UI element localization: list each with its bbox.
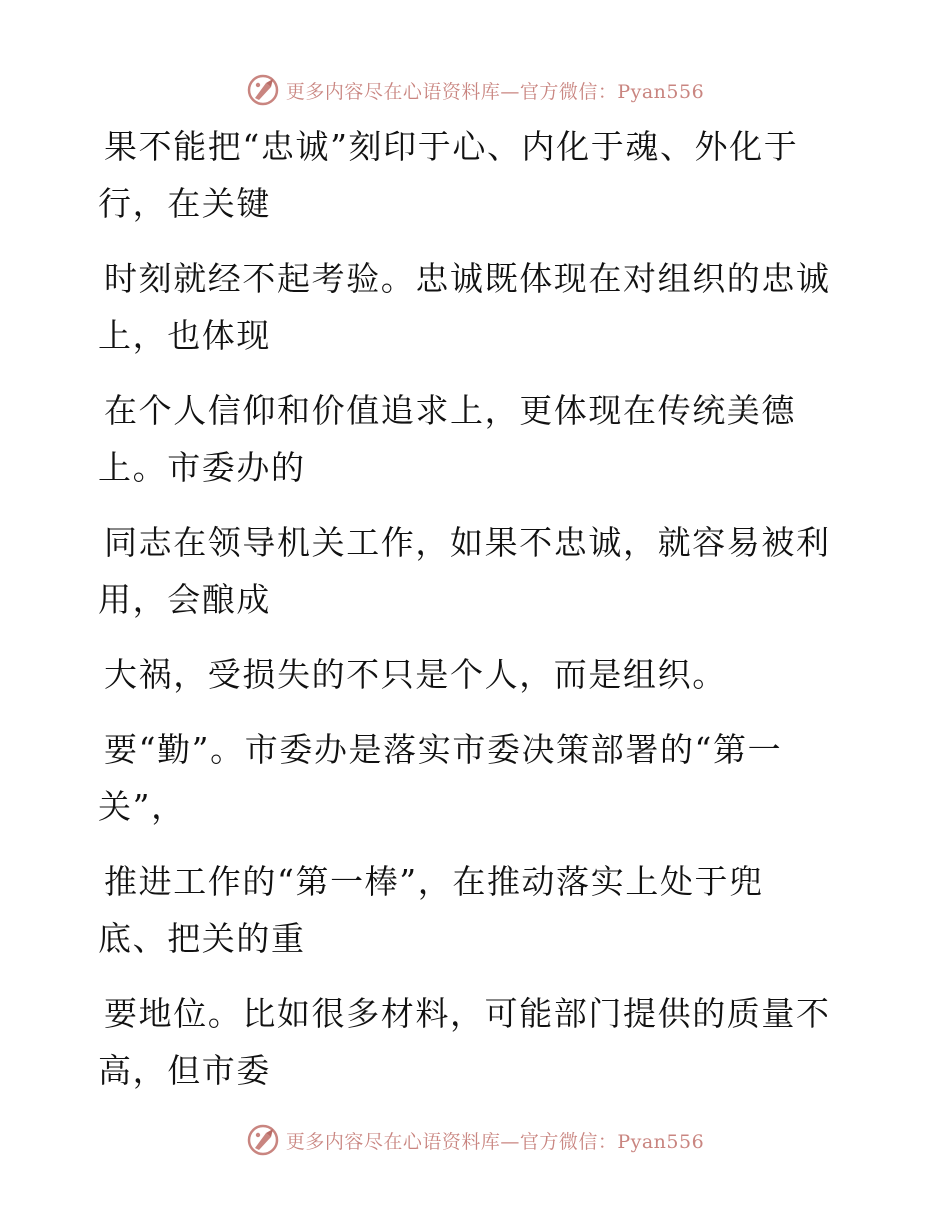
footer-watermark: [0, 1120, 950, 1160]
text-line: 上。市委办的: [98, 448, 306, 487]
text-line: 用，会酿成: [98, 580, 271, 619]
watermark-text: 更多内容尽在心语资料库—官方微信：Pyan556: [285, 80, 705, 103]
text-line: 底、把关的重: [98, 919, 306, 958]
text-line: 在个人信仰和价值追求上，更体现在传统美德: [104, 391, 796, 430]
text-line: 关”，: [98, 787, 186, 826]
text-line: 要“勤”。市委办是落实市委决策部署的“第一: [104, 730, 783, 769]
text-line: 大祸，受损失的不只是个人，而是组织。: [104, 655, 727, 694]
text-line: 高，但市委: [98, 1051, 271, 1090]
text-line: 时刻就经不起考验。忠诚既体现在对组织的忠诚: [104, 259, 831, 298]
text-line: 推进工作的“第一棒”，在推动落实上处于兜: [104, 862, 764, 901]
text-line: 要地位。比如很多材料，可能部门提供的质量不: [104, 994, 831, 1033]
text-line: 上，也体现: [98, 316, 271, 355]
text-line: 同志在领导机关工作，如果不忠诚，就容易被利: [104, 523, 831, 562]
text-line: 行，在关键: [98, 184, 271, 223]
pen-nib-logo-icon: [246, 1123, 280, 1157]
text-line: 果不能把“忠诚”刻印于心、内化于魂、外化于: [104, 127, 799, 166]
watermark-text: 更多内容尽在心语资料库—官方微信：Pyan556: [285, 1130, 705, 1153]
